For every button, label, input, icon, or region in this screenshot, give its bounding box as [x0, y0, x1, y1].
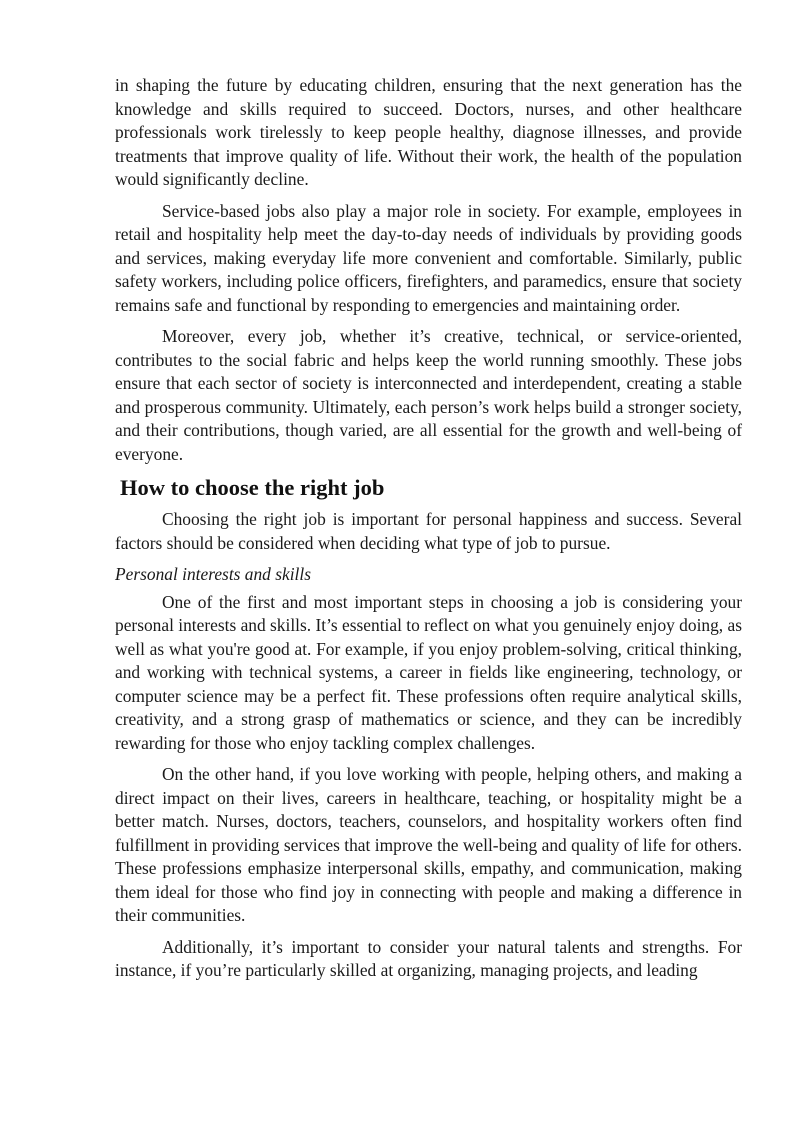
- paragraph-people-careers: On the other hand, if you love working with people, helping others, and making a direct impact on their lives, careers in healthcare, teaching, or hospitality might be a better match. Nurses, doctors, teachers, counselors, and hospitality workers often find fulfillment in providing services that improve the well-being and quality of life for others. These professions emphasize interpersonal skills, empathy, and communication, making them ideal for those who find joy in connecting with people and making a difference in their communities.: [115, 764, 742, 925]
- paragraph-social-fabric: Moreover, every job, whether it’s creative, technical, or service-oriented, contributes to the social fabric and helps keep the world running smoothly. These jobs ensure that each sector of society is interconnected and interdependent, creating a stable and prosperous community. Ultimately, each person’s work helps build a stronger society, and their contributions, though varied, are all essential for the growth and well-being of everyone.: [115, 326, 742, 464]
- paragraph-interests: One of the first and most important steps in choosing a job is considering your personal interests and skills. It’s essential to reflect on what you genuinely enjoy doing, as well as what you're good at. For example, if you enjoy problem-solving, critical thinking, and working with technical systems, a career in fields like engineering, technology, or computer science may be a perfect fit. These professions often require analytical skills, creativity, and a strong grasp of mathematics or science, and they can be incredibly rewarding for those who enjoy tackling complex challenges.: [115, 591, 742, 753]
- document-page: [115, 74, 742, 991]
- paragraph-talents: Additionally, it’s important to consider your natural talents and strengths. For instance, if you’re particularly skilled at organizing, managing projects, and leading: [115, 936, 742, 980]
- paragraph-service-jobs: Service-based jobs also play a major role in society. For example, employees in retail and hospitality help meet the day-to-day needs of individuals by providing goods and services, making everyday life more convenient and comfortable. Similarly, public safety workers, including police officers, firefighters, and paramedics, ensure that society remains safe and functional by responding to emergencies and maintaining order.: [115, 200, 742, 315]
- subheading-interests-skills: Personal interests and skills: [115, 564, 311, 584]
- section-intro: Choosing the right job is important for personal happiness and success. Several factors should be considered when deciding what type of job to pursue.: [115, 509, 742, 553]
- paragraph-continued: in shaping the future by educating children, ensuring that the next generation has the knowledge and skills required to succeed. Doctors, nurses, and other healthcare professionals work tirelessly to keep people healthy, diagnose illnesses, and provide treatments that improve quality of life. Without their work, the health of the population would significantly decline.: [115, 75, 742, 189]
- section-heading: How to choose the right job: [120, 475, 385, 500]
